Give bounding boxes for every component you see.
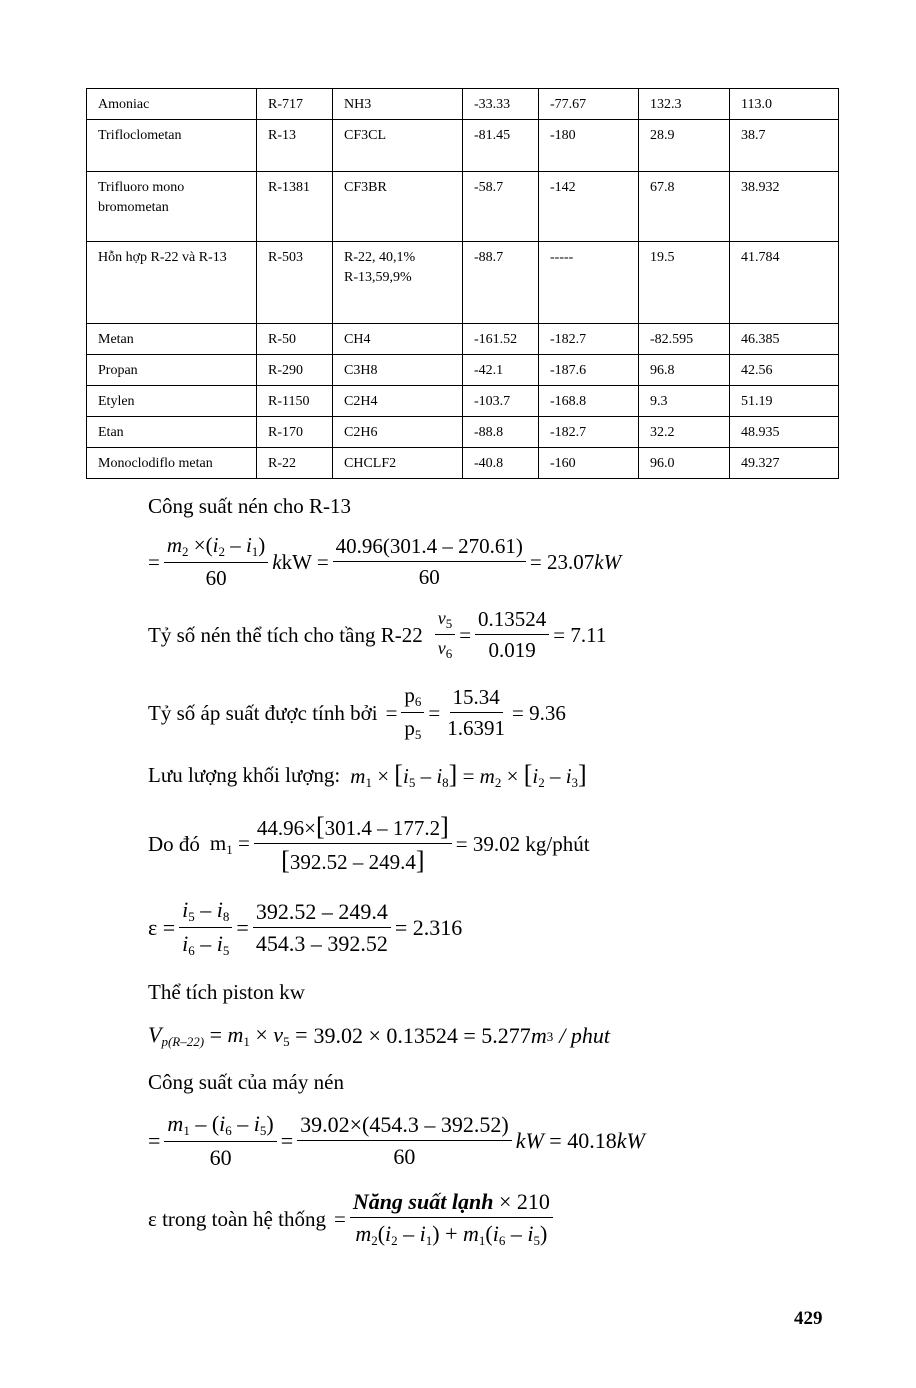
table-cell: 46.385 [730,324,839,355]
table-cell: R-290 [257,355,333,386]
table-cell: R-13 [257,120,333,172]
table-cell: -160 [539,448,639,479]
table-cell: C2H6 [333,417,463,448]
table-cell: 19.5 [639,242,730,324]
table-cell: Trifluoro mono bromometan [87,172,257,242]
table-cell: Trifloclometan [87,120,257,172]
table-cell: C3H8 [333,355,463,386]
table-cell: -180 [539,120,639,172]
table-row [87,242,839,324]
table-cell: Metan [87,324,257,355]
equation-pressure-ratio: Tỷ số áp suất được tính bởi = $\frac{p_6}{p_5}$ = $\frac{15.34}{1.6391}$ = 9.36 [148,683,566,743]
table-cell: NH3 [333,89,463,120]
table-cell: 9.3 [639,386,730,417]
table-row [87,324,839,355]
table-cell: ----- [539,242,639,324]
table-cell: -77.67 [539,89,639,120]
table-cell: Amoniac [87,89,257,120]
table-cell: CF3CL [333,120,463,172]
table-cell: -103.7 [463,386,539,417]
page-number: 429 [794,1308,823,1329]
table-cell: CF3BR [333,172,463,242]
table-cell: R-1381 [257,172,333,242]
table-cell: R-22 [257,448,333,479]
table-cell: 96.8 [639,355,730,386]
table-cell: 51.19 [730,386,839,417]
table-cell: -42.1 [463,355,539,386]
table-row [87,417,839,448]
table-cell: 38.7 [730,120,839,172]
table-cell: -182.7 [539,324,639,355]
table-cell: Propan [87,355,257,386]
table-cell: -33.33 [463,89,539,120]
equation-r13-power: = $\frac{m_2 \times(i_2 - i_1)}{60}$ k kW = $\frac{40.96(301.4 - 270.61)}{60}$ = 23.07 kW [148,533,622,591]
table-cell: -161.52 [463,324,539,355]
table-cell: R-717 [257,89,333,120]
table-cell: Etan [87,417,257,448]
table-cell: -81.45 [463,120,539,172]
table-cell: R-503 [257,242,333,324]
section-compressor-power-heading: Công suất của máy nén [148,1070,344,1094]
equation-system-epsilon: ε trong toàn hệ thống = $\frac{\text{Năng suất lạnh × 210}}{m_2(i_2 - i_1) + m_1(i_6 - i_5)}$ [148,1190,557,1248]
table-cell: 67.8 [639,172,730,242]
equation-volume-ratio: Tỷ số nén thể tích cho tầng R-22 $\frac{v_5}{v_6}$ = $\frac{0.13524}{0.019}$ = 7.11 [148,607,607,663]
table-cell: 41.784 [730,242,839,324]
table-row [87,448,839,479]
equation-m1: Do đó $m_1$ = $\frac{44.96\times[301.4 - 177.2]}{[392.52 - 249.4]}$ = 39.02 kg/phút [148,812,590,876]
table-cell: 28.9 [639,120,730,172]
table-cell: -82.595 [639,324,730,355]
table-cell: 49.327 [730,448,839,479]
refrigerant-table [86,88,839,479]
table-cell: 48.935 [730,417,839,448]
table-cell: CHCLF2 [333,448,463,479]
table-cell: C2H4 [333,386,463,417]
section-piston-volume-heading: Thể tích piston kw [148,980,305,1004]
table-cell: -142 [539,172,639,242]
table-row [87,172,839,242]
table-cell: -187.6 [539,355,639,386]
equation-mass-flow: Lưu lượng khối lượng: $m_1 \times [i_5 - i_8] = m_2 \times [i_2 - i_3]$ [148,760,587,790]
table-row [87,120,839,172]
table-cell: -58.7 [463,172,539,242]
table-cell: 38.932 [730,172,839,242]
table-cell: -40.8 [463,448,539,479]
table-cell: Hỗn hợp R-22 và R-13 [87,242,257,324]
table-row [87,89,839,120]
section-r13-power-heading: Công suất nén cho R-13 [148,494,351,518]
table-cell: R-1150 [257,386,333,417]
table-cell: 132.3 [639,89,730,120]
equation-epsilon: ε = $\frac{i_5 - i_8}{i_6 - i_5}$ = $\frac{392.52 - 249.4}{454.3 - 392.52}$ = 2.316 [148,897,463,959]
table-cell: 113.0 [730,89,839,120]
table-cell: 42.56 [730,355,839,386]
table-cell: Etylen [87,386,257,417]
table-cell: -88.7 [463,242,539,324]
table-row [87,355,839,386]
table-cell: R-170 [257,417,333,448]
table-row [87,386,839,417]
equation-piston-volume: $V_{p(R-22)} = m_1 \times v_5$ = 39.02 × 0.13524 = 5.277 m 3 / phut [148,1022,610,1049]
table-cell: -88.8 [463,417,539,448]
equation-compressor-power: = $\frac{m_1 - (i_6 - i_5)}{60}$ = $\frac{39.02\times(454.3 - 392.52)}{60}$ kW = 40.18 kW [148,1111,645,1171]
table-cell: -168.8 [539,386,639,417]
table-cell: 32.2 [639,417,730,448]
table-cell: CH4 [333,324,463,355]
table-cell: Monoclodiflo metan [87,448,257,479]
table-cell: -182.7 [539,417,639,448]
table-cell: R-22, 40,1% R-13,59,9% [333,242,463,324]
table-cell: 96.0 [639,448,730,479]
table-cell: R-50 [257,324,333,355]
